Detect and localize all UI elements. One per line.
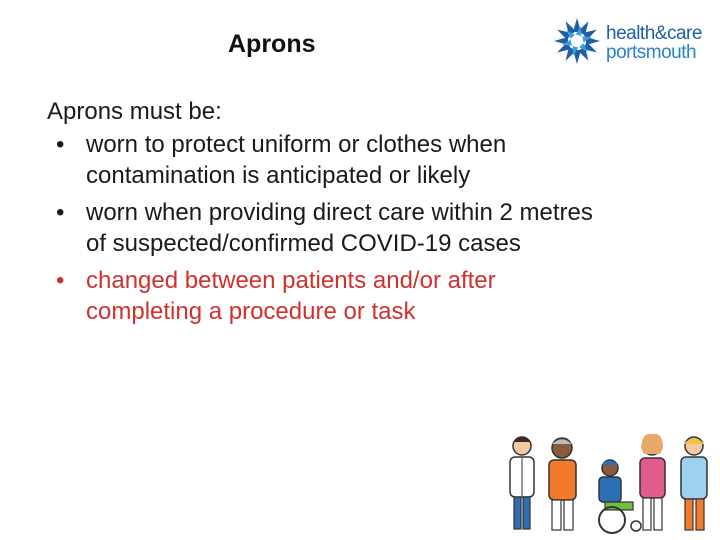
person-elder-icon xyxy=(549,438,576,530)
person-wheelchair-icon xyxy=(599,460,641,533)
bullet-marker: • xyxy=(56,267,65,294)
bullet-item xyxy=(47,197,617,259)
slide-body xyxy=(47,96,617,333)
bullet-item-highlight xyxy=(47,265,617,327)
bullet-item xyxy=(47,129,617,191)
bullet-marker: • xyxy=(56,199,65,226)
person-doctor-icon xyxy=(510,437,534,529)
bullet-text: worn to protect uniform or clothes when contamination is anticipated or likely xyxy=(86,131,507,189)
bullet-marker: • xyxy=(56,131,65,158)
person-nurse-icon xyxy=(681,437,707,530)
bullet-list xyxy=(47,129,617,327)
bullet-text: changed between patients and/or after completing a procedure or task xyxy=(86,267,496,325)
intro-text: Aprons must be: xyxy=(47,98,222,125)
bullet-text: worn when providing direct care within 2 metres of suspected/confirmed COVID-19 cases xyxy=(86,199,593,257)
slide-title: Aprons xyxy=(228,30,316,58)
logo-text-line2: portsmouth xyxy=(606,42,697,63)
person-woman-icon xyxy=(640,434,665,530)
logo-text-line1: health&care xyxy=(606,23,702,44)
starburst-logo-icon xyxy=(552,16,602,66)
brand-logo xyxy=(552,14,712,70)
people-group-illustration xyxy=(500,430,716,536)
